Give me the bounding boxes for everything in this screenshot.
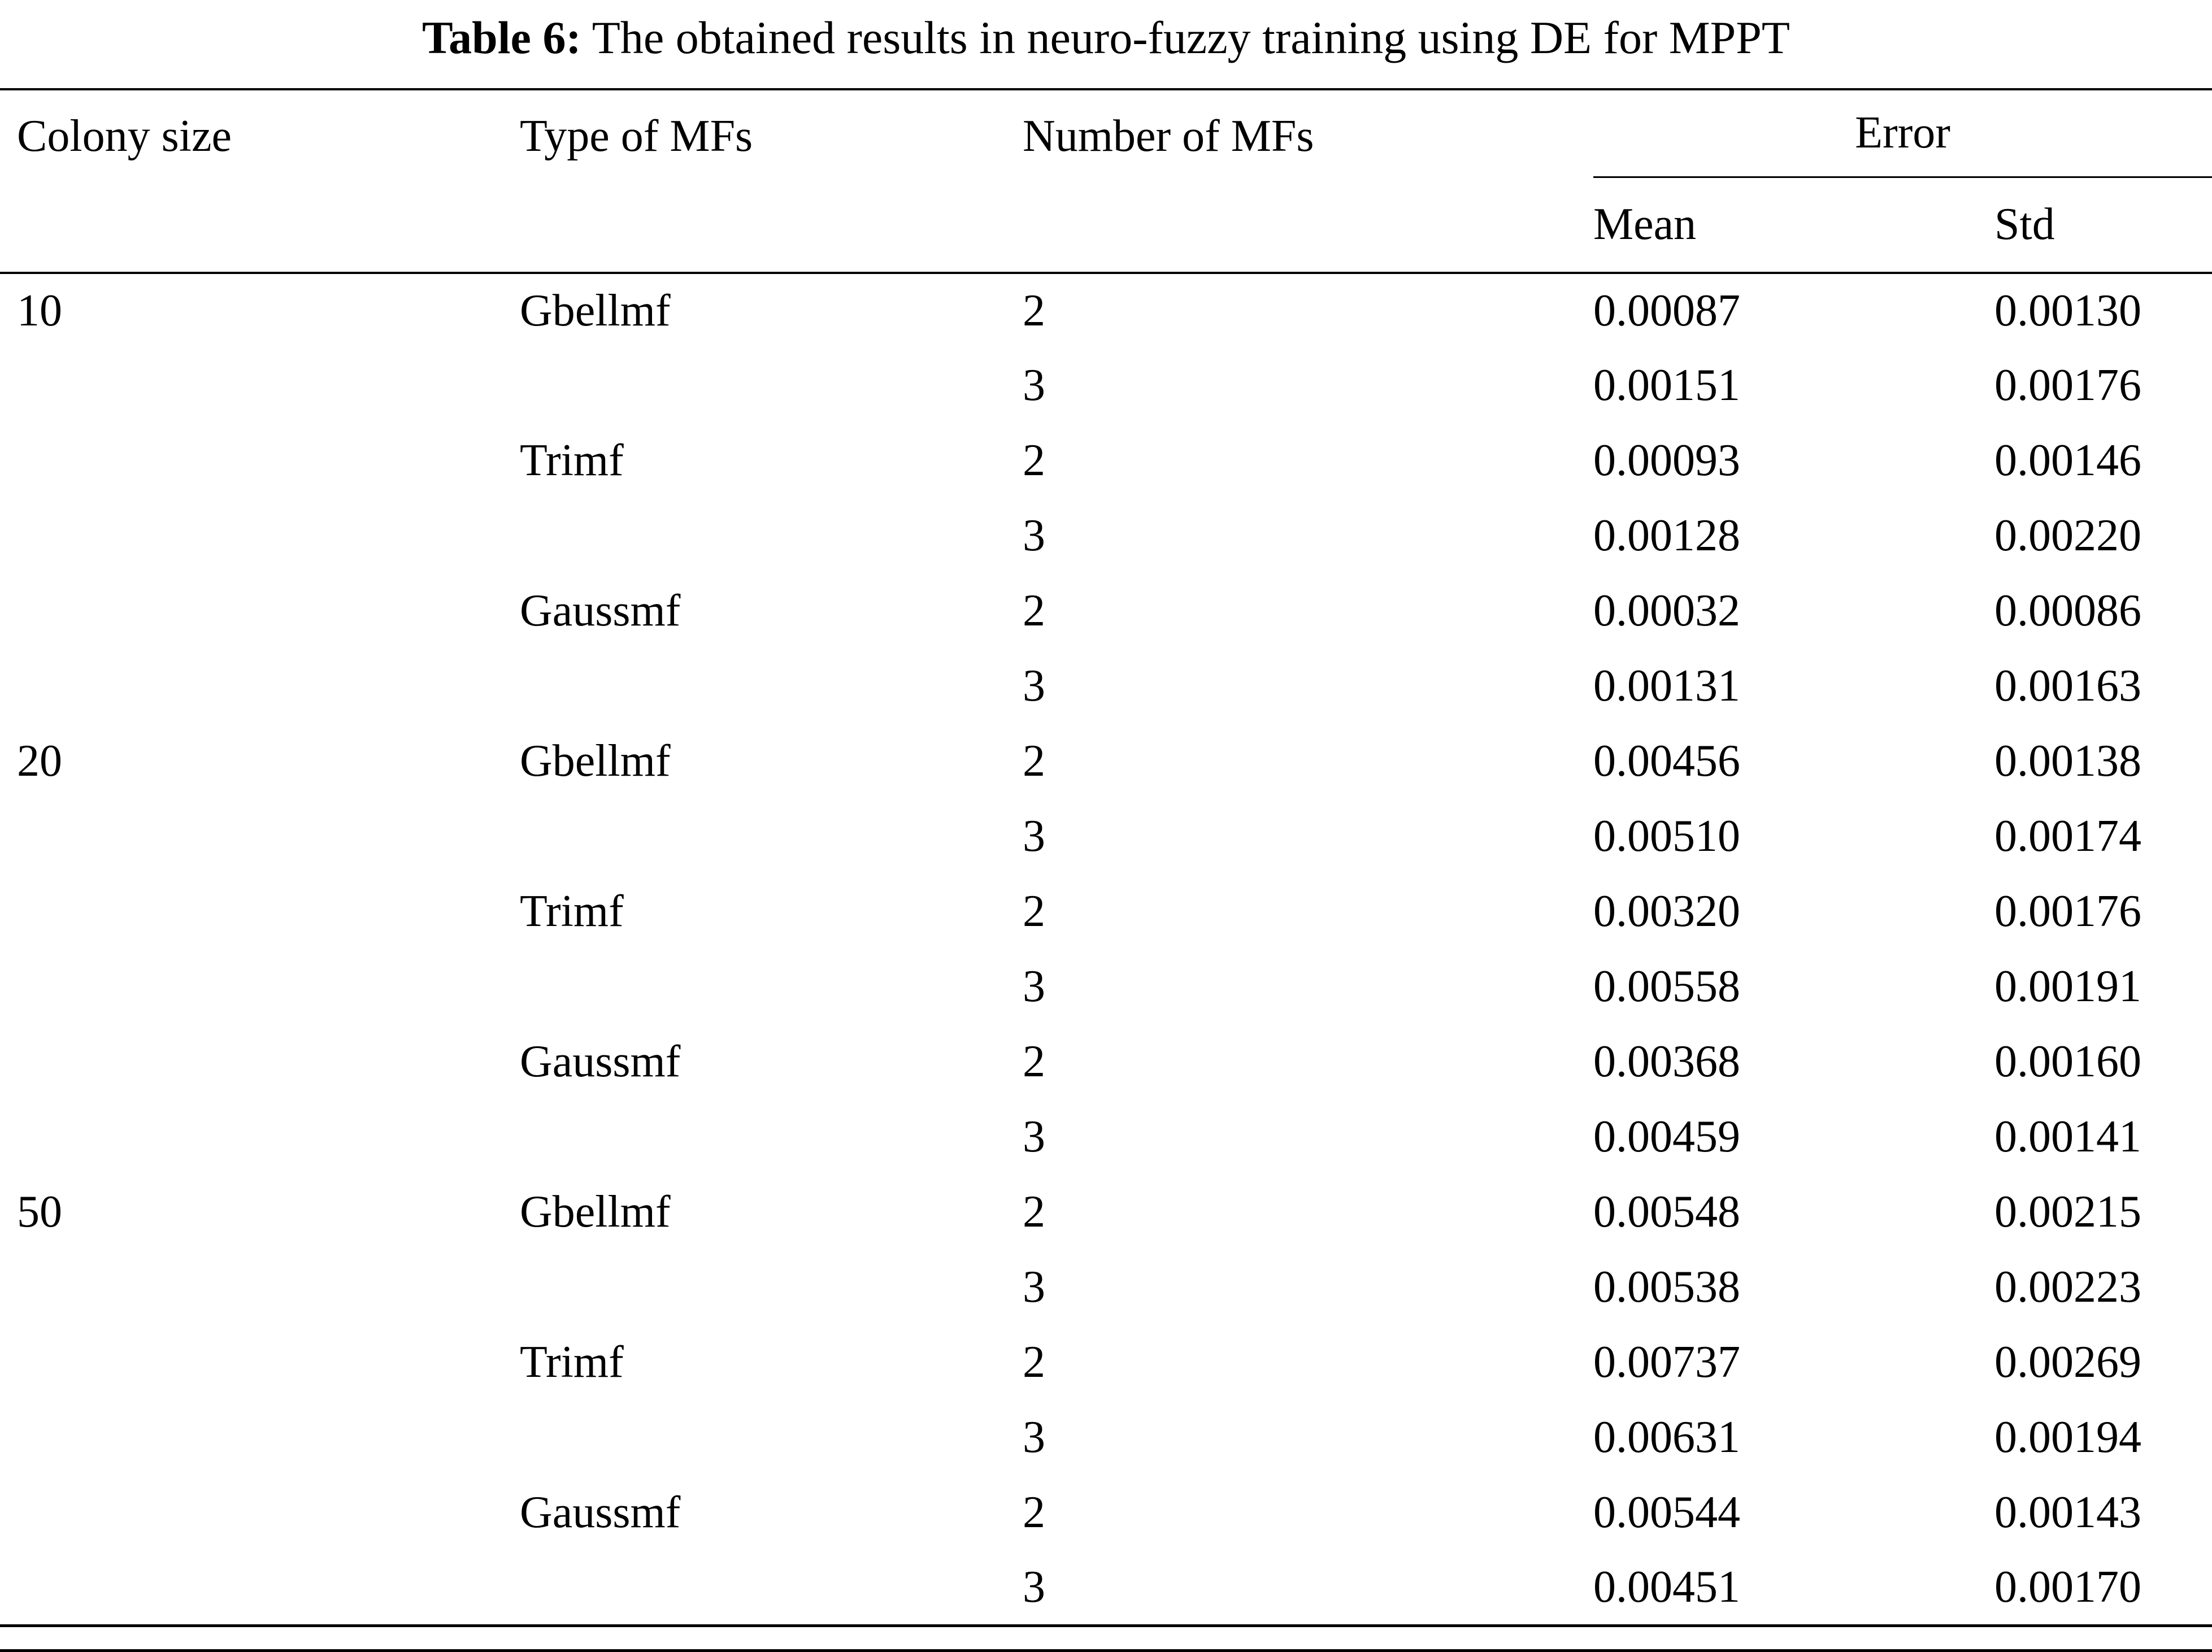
cell-num-mfs: 3 <box>1023 511 1045 560</box>
cell-error-mean: 0.00737 <box>1593 1337 1740 1387</box>
cell-num-mfs: 3 <box>1023 1262 1045 1312</box>
cell-colony-size: 10 <box>17 286 62 336</box>
cell-mf-type: Trimf <box>520 436 624 485</box>
cell-num-mfs: 3 <box>1023 962 1045 1011</box>
table-row <box>0 1099 2212 1175</box>
table-row <box>0 498 2212 573</box>
table-row <box>0 1475 2212 1550</box>
cell-colony-size <box>0 1475 520 1550</box>
cell-error-mean: 0.00544 <box>1593 1488 1740 1537</box>
table-row <box>0 423 2212 498</box>
cell-num-mfs: 2 <box>1023 1337 1045 1387</box>
cell-error-std: 0.00143 <box>1994 1488 2141 1537</box>
cell-error-std: 0.00130 <box>1994 286 2141 336</box>
cell-mf-type: Trimf <box>520 886 624 936</box>
cell-error-std: 0.00141 <box>1994 1112 2141 1162</box>
cell-mf-type <box>520 949 1023 1024</box>
cell-colony-size <box>0 1250 520 1325</box>
table-row <box>0 1024 2212 1099</box>
cell-error-mean: 0.00093 <box>1593 436 1740 485</box>
cell-num-mfs: 2 <box>1023 1037 1045 1086</box>
cell-error-std: 0.00269 <box>1994 1337 2141 1387</box>
table-row <box>0 1175 2212 1250</box>
cell-colony-size <box>0 423 520 498</box>
cell-error-mean: 0.00558 <box>1593 962 1740 1011</box>
table-row <box>0 273 2212 348</box>
cell-error-std: 0.00163 <box>1994 661 2141 711</box>
table-row <box>0 724 2212 799</box>
cell-mf-type <box>520 649 1023 724</box>
cell-colony-size <box>0 874 520 949</box>
column-header-type-of-mfs: Type of MFs <box>520 111 753 161</box>
cell-error-mean: 0.00631 <box>1593 1412 1740 1462</box>
table-header <box>0 89 2212 273</box>
table-row <box>0 1325 2212 1400</box>
cell-error-std: 0.00174 <box>1994 811 2141 861</box>
cell-mf-type <box>520 799 1023 874</box>
table-row <box>0 799 2212 874</box>
table-row <box>0 649 2212 724</box>
cell-colony-size <box>0 1400 520 1475</box>
cell-error-std: 0.00160 <box>1994 1037 2141 1086</box>
cell-error-std: 0.00215 <box>1994 1187 2141 1237</box>
cell-num-mfs: 3 <box>1023 1412 1045 1462</box>
cell-error-std: 0.00223 <box>1994 1262 2141 1312</box>
cell-mf-type: Gaussmf <box>520 1037 681 1086</box>
cell-mf-type <box>520 1099 1023 1175</box>
cell-error-mean: 0.00368 <box>1593 1037 1740 1086</box>
results-table <box>0 88 2212 1627</box>
cell-mf-type <box>520 498 1023 573</box>
cell-colony-size <box>0 1099 520 1175</box>
table-caption-text: The obtained results in neuro-fuzzy training using DE for MPPT <box>581 12 1790 63</box>
cell-colony-size: 20 <box>17 736 62 786</box>
cell-error-std: 0.00220 <box>1994 511 2141 560</box>
column-header-number-of-mfs: Number of MFs <box>1023 111 1314 161</box>
cell-mf-type <box>520 1550 1023 1625</box>
cell-error-mean: 0.00459 <box>1593 1112 1740 1162</box>
cell-colony-size: 50 <box>17 1187 62 1237</box>
cell-num-mfs: 3 <box>1023 360 1045 410</box>
cell-num-mfs: 2 <box>1023 1488 1045 1537</box>
cell-error-std: 0.00176 <box>1994 360 2141 410</box>
cell-colony-size <box>0 498 520 573</box>
cell-num-mfs: 3 <box>1023 1112 1045 1162</box>
column-header-error: Error <box>1593 89 2212 177</box>
cell-num-mfs: 2 <box>1023 586 1045 636</box>
cell-num-mfs: 2 <box>1023 436 1045 485</box>
cell-num-mfs: 2 <box>1023 886 1045 936</box>
cell-num-mfs: 2 <box>1023 286 1045 336</box>
table-caption <box>0 0 2212 88</box>
cell-num-mfs: 3 <box>1023 1562 1045 1612</box>
table-caption-label: Table 6: <box>422 12 581 63</box>
cell-colony-size <box>0 649 520 724</box>
cell-error-mean: 0.00128 <box>1593 511 1740 560</box>
cell-error-std: 0.00191 <box>1994 962 2141 1011</box>
cell-mf-type: Gaussmf <box>520 586 681 636</box>
cell-mf-type: Gaussmf <box>520 1488 681 1537</box>
table-row <box>0 573 2212 649</box>
table-row <box>0 1400 2212 1475</box>
header-row <box>0 89 2212 177</box>
cell-colony-size <box>0 799 520 874</box>
cell-colony-size <box>0 348 520 423</box>
cell-error-std: 0.00194 <box>1994 1412 2141 1462</box>
table-row <box>0 1550 2212 1625</box>
cell-error-mean: 0.00538 <box>1593 1262 1740 1312</box>
cell-error-mean: 0.00548 <box>1593 1187 1740 1237</box>
cell-error-std: 0.00176 <box>1994 886 2141 936</box>
table-row <box>0 348 2212 423</box>
cell-colony-size <box>0 1550 520 1625</box>
cell-mf-type: Trimf <box>520 1337 624 1387</box>
cell-error-mean: 0.00131 <box>1593 661 1740 711</box>
cell-error-mean: 0.00510 <box>1593 811 1740 861</box>
bottom-rule <box>0 1649 2212 1652</box>
cell-colony-size <box>0 949 520 1024</box>
cell-error-std: 0.00170 <box>1994 1562 2141 1612</box>
table-row <box>0 874 2212 949</box>
cell-mf-type <box>520 1250 1023 1325</box>
cell-mf-type: Gbellmf <box>520 1187 671 1237</box>
cell-error-mean: 0.00151 <box>1593 360 1740 410</box>
cell-mf-type <box>520 348 1023 423</box>
cell-mf-type <box>520 1400 1023 1475</box>
cell-colony-size <box>0 1024 520 1099</box>
cell-num-mfs: 3 <box>1023 661 1045 711</box>
cell-error-mean: 0.00087 <box>1593 286 1740 336</box>
cell-colony-size <box>0 1325 520 1400</box>
column-header-std: Std <box>1994 199 2055 250</box>
column-header-colony-size: Colony size <box>17 111 232 161</box>
cell-num-mfs: 2 <box>1023 736 1045 786</box>
table-row <box>0 1250 2212 1325</box>
column-header-mean: Mean <box>1593 199 1697 250</box>
cell-error-mean: 0.00451 <box>1593 1562 1740 1612</box>
cell-num-mfs: 2 <box>1023 1187 1045 1237</box>
cell-error-mean: 0.00032 <box>1593 586 1740 636</box>
cell-error-mean: 0.00320 <box>1593 886 1740 936</box>
cell-num-mfs: 3 <box>1023 811 1045 861</box>
cell-error-mean: 0.00456 <box>1593 736 1740 786</box>
table-body <box>0 273 2212 1625</box>
cell-mf-type: Gbellmf <box>520 736 671 786</box>
cell-mf-type: Gbellmf <box>520 286 671 336</box>
cell-colony-size <box>0 573 520 649</box>
cell-error-std: 0.00146 <box>1994 436 2141 485</box>
table-row <box>0 949 2212 1024</box>
cell-error-std: 0.00086 <box>1994 586 2141 636</box>
cell-error-std: 0.00138 <box>1994 736 2141 786</box>
